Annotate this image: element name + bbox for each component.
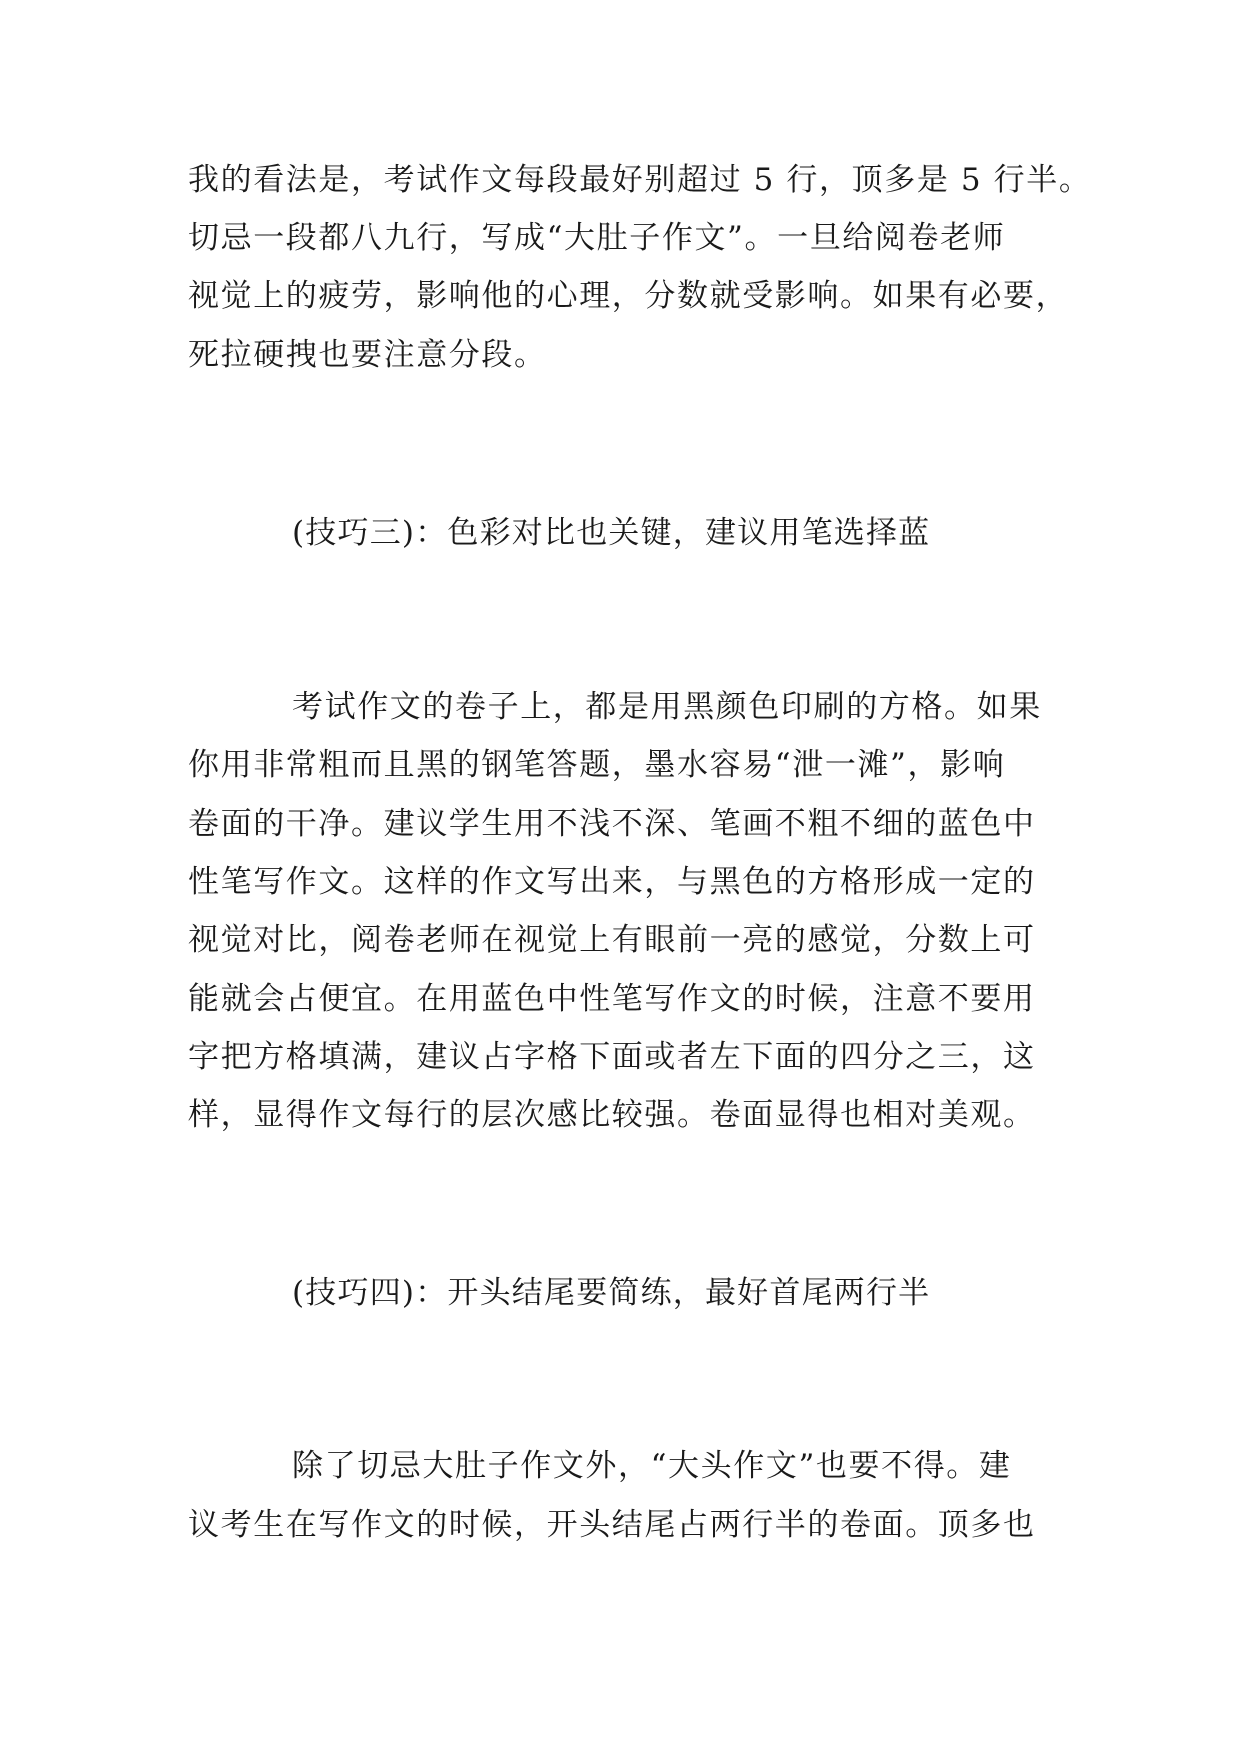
paragraph-1-line-1: 我的看法是，考试作文每段最好别超过 5 行，顶多是 5 行半。 [188, 162, 1092, 198]
paragraph-1-line-3: 视觉上的疲劳，影响他的心理，分数就受影响。如果有必要， [188, 278, 1069, 314]
section-heading-tip-4: (技巧四)：开头结尾要简练，最好首尾两行半 [292, 1275, 931, 1311]
paragraph-2-line-8: 样，显得作文每行的层次感比较强。卷面显得也相对美观。 [188, 1097, 1036, 1133]
paragraph-2-line-1: 考试作文的卷子上，都是用黑颜色印刷的方格。如果 [292, 689, 1042, 725]
paragraph-3-line-1: 除了切忌大肚子作文外，“大头作文”也要不得。建 [292, 1448, 1012, 1484]
paragraph-2-line-2: 你用非常粗而且黑的钢笔答题，墨水容易“泄一滩”，影响 [188, 747, 1006, 783]
paragraph-2-line-6: 能就会占便宜。在用蓝色中性笔写作文的时候，注意不要用 [188, 981, 1036, 1017]
paragraph-3-line-2: 议考生在写作文的时候，开头结尾占两行半的卷面。顶多也 [188, 1507, 1036, 1543]
paragraph-2-line-7: 字把方格填满，建议占字格下面或者左下面的四分之三，这 [188, 1039, 1036, 1075]
paragraph-2-line-3: 卷面的干净。建议学生用不浅不深、笔画不粗不细的蓝色中 [188, 806, 1036, 842]
paragraph-1-line-2: 切忌一段都八九行，写成“大肚子作文”。一旦给阅卷老师 [188, 220, 1006, 256]
paragraph-1-line-4: 死拉硬拽也要注意分段。 [188, 337, 547, 373]
section-heading-tip-3: (技巧三)：色彩对比也关键，建议用笔选择蓝 [292, 515, 931, 551]
paragraph-2-line-5: 视觉对比，阅卷老师在视觉上有眼前一亮的感觉，分数上可 [188, 922, 1036, 958]
paragraph-2-line-4: 性笔写作文。这样的作文写出来，与黑色的方格形成一定的 [188, 864, 1036, 900]
